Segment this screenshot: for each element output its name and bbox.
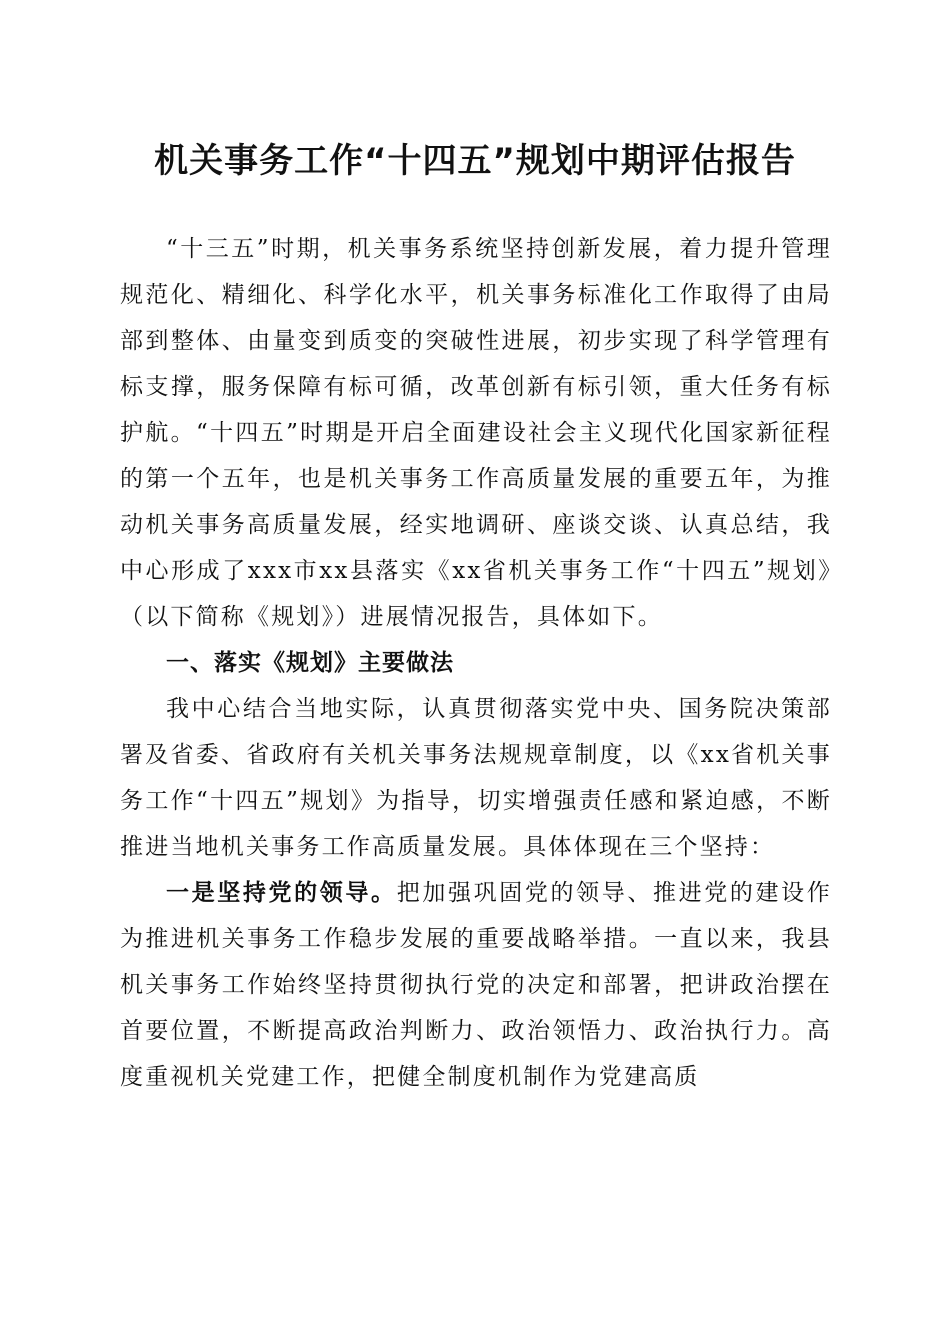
point-lead: 一是坚持党的领导。 bbox=[166, 880, 397, 906]
intro-paragraph: “十三五”时期，机关事务系统坚持创新发展，着力提升管理规范化、精细化、科学化水平，机关事务标准化工作取得了由局部到整体、由量变到质变的突破性进展，初步实现了科学管理有标支撑，服务保障有标可循，改革创新有标引领，重大任务有标护航。“十四五”时期是开启全面建设社会主义现代化国家新征程的第一个五年，也是机关事务工作高质量发展的重要五年，为推动机关事务高质量发展，经实地调研、座谈交谈、认真总结，我中心形成了xxx市xx县落实《xx省机关事务工作“十四五”规划》（以下简称《规划》）进展情况报告，具体如下。 bbox=[120, 236, 832, 630]
point-paragraph bbox=[120, 870, 832, 1100]
document-body bbox=[120, 226, 832, 1100]
section-heading: 一、落实《规划》主要做法 bbox=[166, 650, 454, 676]
section-paragraph: 我中心结合当地实际，认真贯彻落实党中央、国务院决策部署及省委、省政府有关机关事务法规规章制度，以《xx省机关事务工作“十四五”规划》为指导，切实增强责任感和紧迫感，不断推进当地机关事务工作高质量发展。具体体现在三个坚持： bbox=[120, 696, 832, 860]
document-title: 机关事务工作“十四五”规划中期评估报告 bbox=[154, 141, 796, 181]
point-text: 把加强巩固党的领导、推进党的建设作为推进机关事务工作稳步发展的重要战略举措。一直以来，我县机关事务工作始终坚持贯彻执行党的决定和部署，把讲政治摆在首要位置，不断提高政治判断力、政治领悟力、政治执行力。高度重视机关党建工作，把健全制度机制作为党建高质 bbox=[120, 880, 832, 1090]
